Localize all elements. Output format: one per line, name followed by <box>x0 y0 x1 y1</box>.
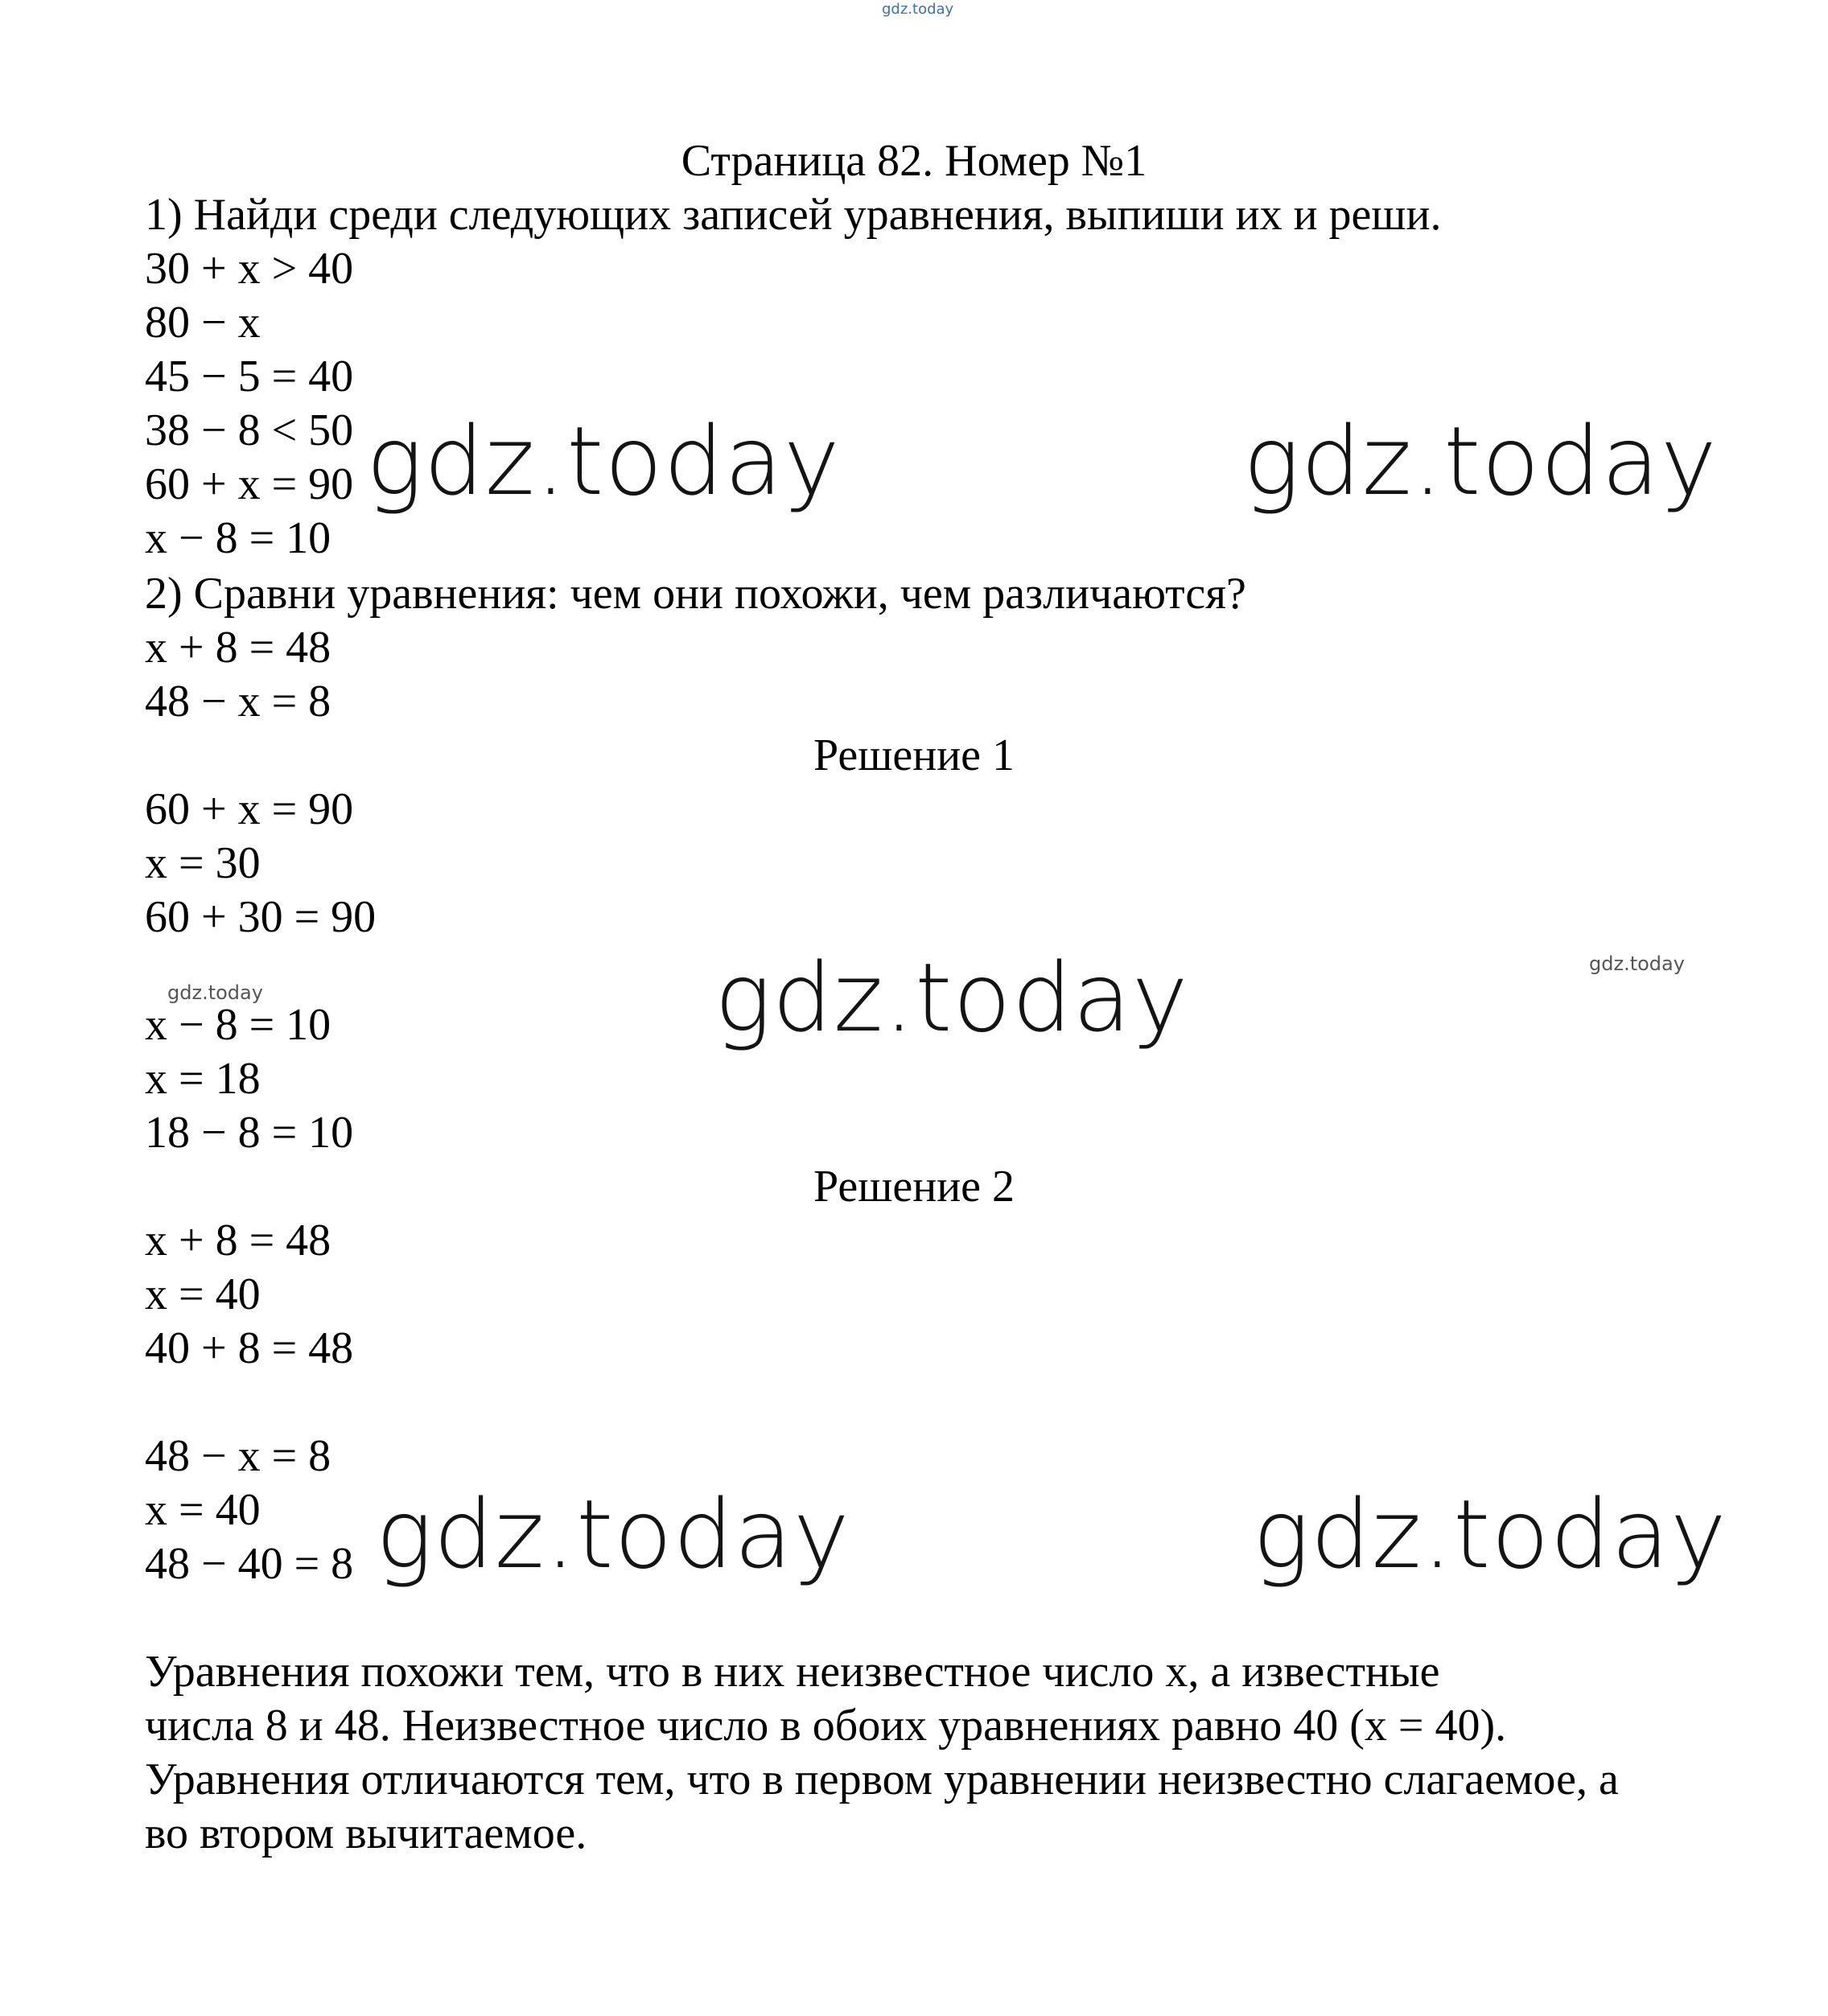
conclusion-line: во втором вычитаемое. <box>145 1808 587 1858</box>
solution-line: x − 8 = 10 <box>145 1000 331 1050</box>
solution-line: x = 40 <box>145 1269 261 1319</box>
conclusion-line: числа 8 и 48. Неизвестное число в обоих уравнениях равно 40 (x = 40). <box>145 1701 1507 1751</box>
watermark-big: gdz.today <box>1243 405 1718 516</box>
record-line: 38 − 8 < 50 <box>145 405 354 455</box>
record-line: 80 − x <box>145 298 261 348</box>
solution-line: x = 30 <box>145 838 261 888</box>
watermark-top: gdz.today <box>882 1 954 18</box>
watermark-big: gdz.today <box>714 942 1189 1053</box>
solution2-heading: Решение 2 <box>813 1162 1015 1212</box>
compare-line: 48 − x = 8 <box>145 677 331 726</box>
compare-line: x + 8 = 48 <box>145 623 331 673</box>
watermark-big: gdz.today <box>1253 1479 1727 1590</box>
conclusion-line: Уравнения похожи тем, что в них неизвестное число x, а известные <box>145 1647 1440 1697</box>
watermark-small: gdz.today <box>1589 952 1685 975</box>
solution-line: 18 − 8 = 10 <box>145 1108 354 1158</box>
solution1-heading: Решение 1 <box>813 730 1015 780</box>
watermark-big: gdz.today <box>376 1479 850 1590</box>
solution-line: 48 − 40 = 8 <box>145 1539 354 1589</box>
record-line: 60 + x = 90 <box>145 459 354 509</box>
watermark-small: gdz.today <box>167 981 263 1004</box>
solution-line: x = 40 <box>145 1485 261 1535</box>
solution-line: x + 8 = 48 <box>145 1216 331 1265</box>
record-line: 45 − 5 = 40 <box>145 352 354 401</box>
conclusion-line: Уравнения отличаются тем, что в первом уравнении неизвестно слагаемое, а <box>145 1755 1619 1804</box>
watermark-big: gdz.today <box>366 405 841 516</box>
solution-line: x = 18 <box>145 1054 261 1104</box>
task-part2: 2) Сравни уравнения: чем они похожи, чем различаются? <box>145 569 1246 619</box>
record-line: 30 + x > 40 <box>145 244 354 294</box>
record-line: x − 8 = 10 <box>145 513 331 563</box>
solution-line: 60 + x = 90 <box>145 784 354 834</box>
solution-line: 60 + 30 = 90 <box>145 892 377 942</box>
solution-line: 40 + 8 = 48 <box>145 1323 354 1373</box>
task-part1: 1) Найди среди следующих записей уравнения, выпиши их и реши. <box>145 190 1442 240</box>
page-title: Страница 82. Номер №1 <box>681 136 1147 186</box>
solution-line: 48 − x = 8 <box>145 1431 331 1481</box>
